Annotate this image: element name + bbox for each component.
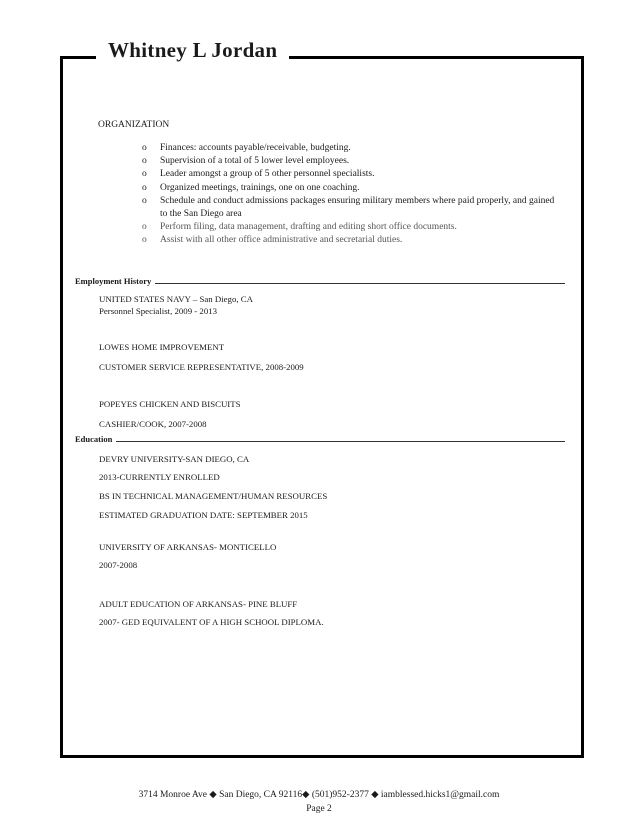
- education-line: BS IN TECHNICAL MANAGEMENT/HUMAN RESOURCES: [99, 491, 328, 501]
- list-item: [142, 195, 562, 221]
- section-title: Education: [75, 434, 113, 444]
- phone: (501)952-2377: [311, 790, 369, 800]
- list-item-text: Finances: accounts payable/receivable, budgeting.: [160, 143, 351, 153]
- list-item: [142, 142, 562, 155]
- list-item-text: Assist with all other office administrative and secretarial duties.: [160, 235, 403, 246]
- resume-name: Whitney L Jordan: [96, 38, 289, 63]
- contact-footer: [0, 789, 638, 800]
- bullet-icon: o: [142, 222, 147, 233]
- education-line: UNIVERSITY OF ARKANSAS- MONTICELLO: [99, 542, 277, 552]
- education-line: DEVRY UNIVERSITY-SAN DIEGO, CA: [99, 454, 250, 464]
- list-item-text: Leader amongst a group of 5 other personnel specialists.: [160, 169, 375, 180]
- section-rule: [116, 440, 565, 442]
- section-rule: [155, 282, 565, 284]
- employer-line: UNITED STATES NAVY – San Diego, CA: [99, 294, 253, 304]
- job-title-line: CUSTOMER SERVICE REPRESENTATIVE, 2008-2009: [99, 362, 304, 372]
- bullet-icon: o: [142, 182, 147, 193]
- list-item: [142, 182, 562, 195]
- bullet-icon: o: [142, 143, 147, 153]
- job-title-line: Personnel Specialist, 2009 - 2013: [99, 306, 218, 316]
- employment-history-heading: [75, 276, 565, 286]
- email: iamblessed.hicks1@gmail.com: [380, 790, 500, 800]
- bullet-icon: o: [142, 235, 147, 246]
- list-item-text: Organized meetings, trainings, one on one coaching.: [160, 182, 360, 193]
- diamond-icon: ◆: [302, 790, 310, 800]
- education-line: ADULT EDUCATION OF ARKANSAS- PINE BLUFF: [99, 599, 298, 609]
- employer-line: POPEYES CHICKEN AND BISCUITS: [99, 399, 241, 409]
- city: San Diego, CA 92116: [219, 790, 303, 800]
- list-item-text: Supervision of a total of 5 lower level employees.: [160, 156, 350, 167]
- list-item: [142, 168, 562, 181]
- education-line: 2013-CURRENTLY ENROLLED: [99, 472, 220, 482]
- address: 3714 Monroe Ave: [138, 790, 208, 800]
- bullet-icon: o: [142, 156, 147, 167]
- page-number: Page 2: [306, 804, 332, 814]
- bullet-icon: o: [142, 169, 147, 180]
- job-title-line: CASHIER/COOK, 2007-2008: [99, 419, 207, 429]
- section-title: Employment History: [75, 276, 152, 286]
- diamond-icon: ◆: [209, 790, 217, 800]
- list-item: [142, 155, 562, 168]
- list-item: [142, 221, 562, 234]
- list-item-text: Perform filing, data management, drafting and editing short office documents.: [160, 222, 457, 233]
- education-line: 2007- GED EQUIVALENT OF A HIGH SCHOOL DIPLOMA.: [99, 617, 324, 627]
- employer-line: LOWES HOME IMPROVEMENT: [99, 342, 225, 352]
- list-item-text: Schedule and conduct admissions packages ensuring military members where paid properly, and gained to the San Diego area: [160, 195, 555, 220]
- organization-list: [142, 142, 562, 248]
- diamond-icon: ◆: [371, 790, 379, 800]
- education-line: ESTIMATED GRADUATION DATE: SEPTEMBER 2015: [99, 510, 308, 520]
- bullet-icon: o: [142, 195, 147, 206]
- organization-heading: ORGANIZATION: [98, 120, 170, 130]
- education-line: 2007-2008: [99, 560, 138, 570]
- list-item: [142, 234, 562, 247]
- education-heading: [75, 434, 565, 444]
